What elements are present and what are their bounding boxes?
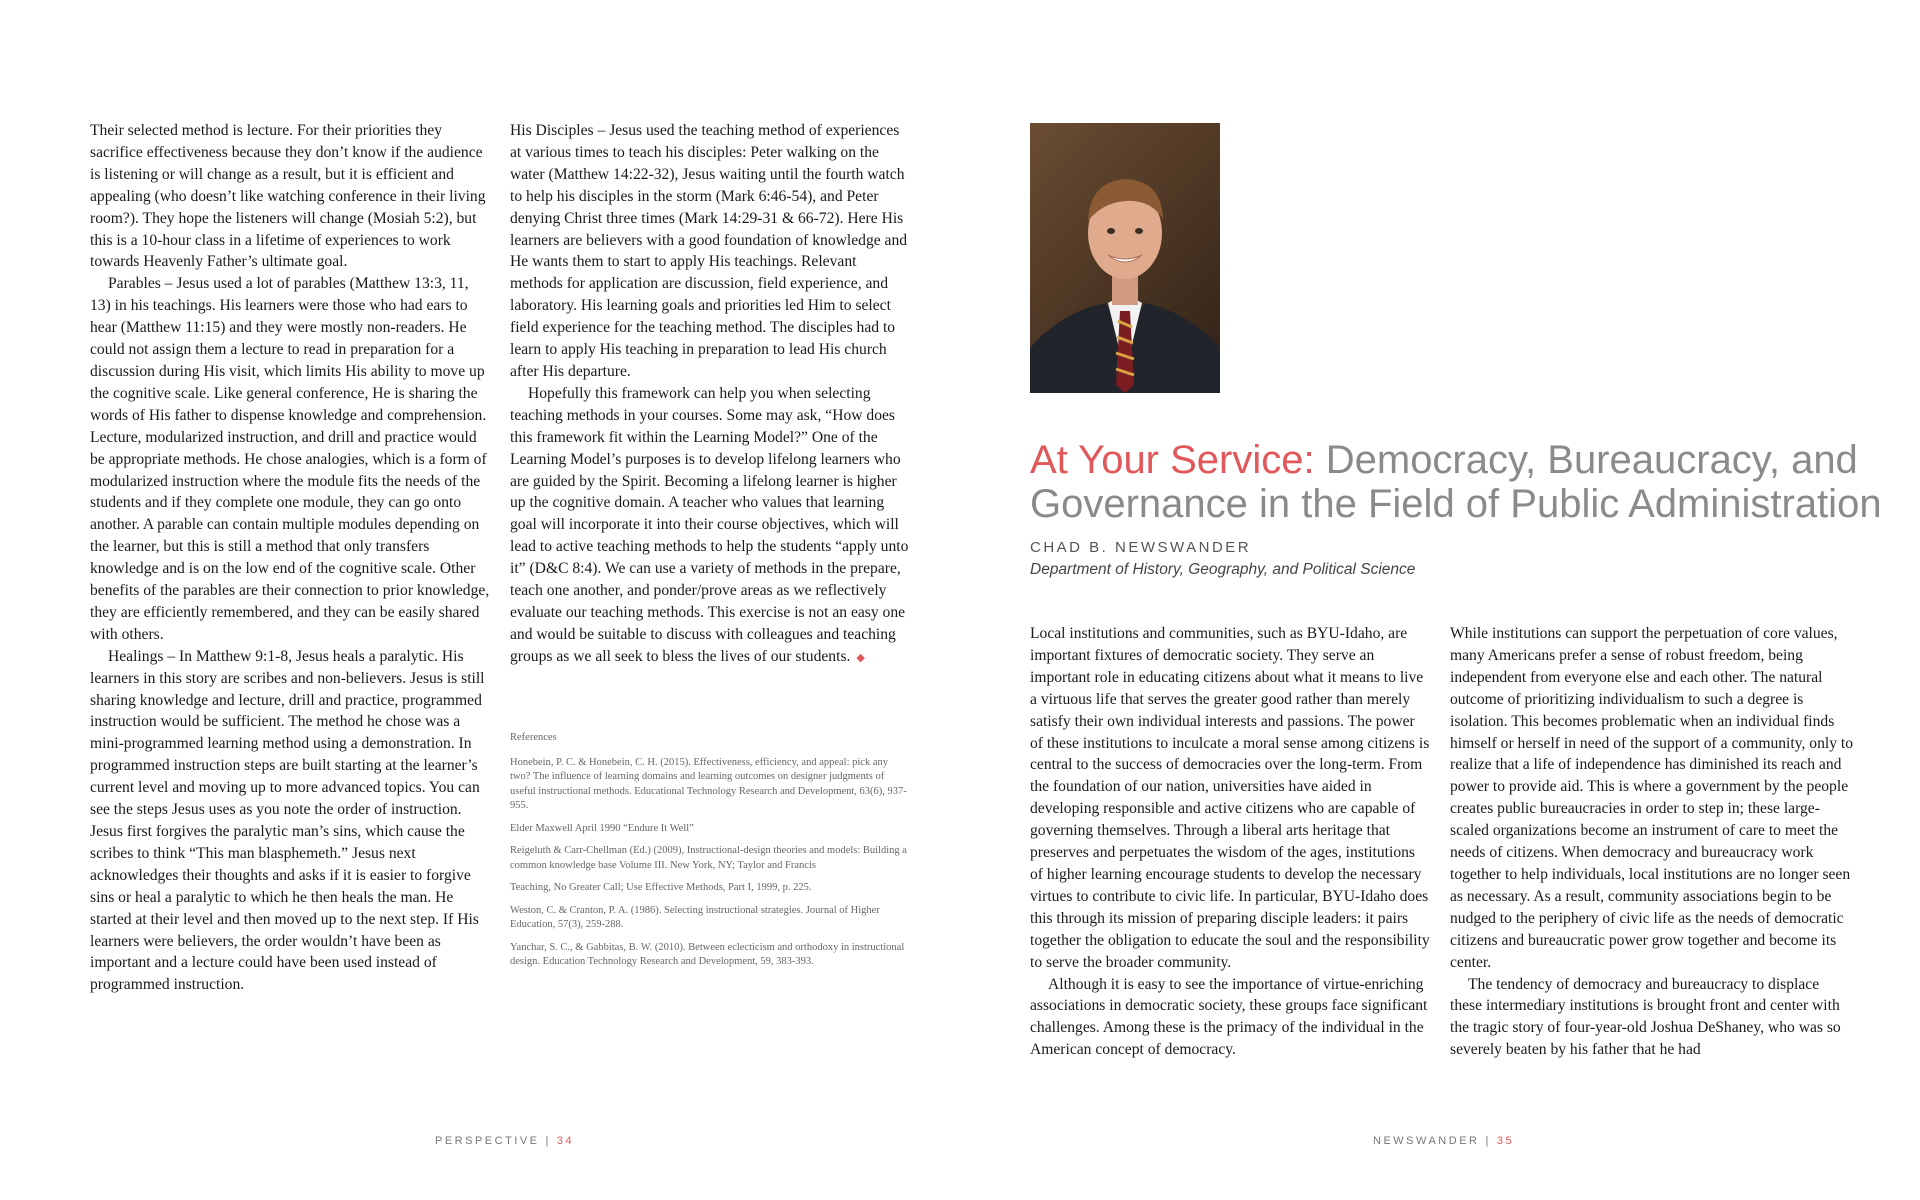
running-head: PERSPECTIVE bbox=[435, 1135, 540, 1147]
references-section bbox=[510, 731, 910, 978]
reference-item: Elder Maxwell April 1990 “Endure It Well” bbox=[510, 822, 694, 834]
article-title-main: Democracy, Bureaucracy, and Governance in the Field of Public Administration bbox=[1030, 438, 1882, 526]
left-page-column-2 bbox=[510, 120, 910, 670]
reference-item: Teaching, No Greater Call; Use Effective Methods, Part I, 1999, p. 225. bbox=[510, 882, 812, 893]
author-name: CHAD B. NEWSWANDER bbox=[1030, 539, 1252, 556]
author-department: Department of History, Geography, and Political Science bbox=[1030, 561, 1416, 578]
reference-item: Yanchar, S. C., & Gabbitas, B. W. (2010). Between eclecticism and orthodoxy in instructional design. Education Technology Research and Development, 59, 383-393. bbox=[510, 941, 905, 967]
references-heading: References bbox=[510, 732, 557, 743]
page-number: 35 bbox=[1496, 1135, 1515, 1147]
right-page-column-2 bbox=[1450, 623, 1855, 1061]
portrait-illustration bbox=[1030, 123, 1220, 393]
paragraph: Local institutions and communities, such as BYU-Idaho, are important fixtures of democratic society. They serve an important role in educating citizens about what it means to live a virtuous life that serves the greater good rather than merely satisfy their own individual interests and passions. The power of these institutions to inculcate a moral sense among citizens is central to the success of democracies over the long-term. From the foundation of our nation, universities have aided in developing responsible and active citizens who are capable of governing themselves. Through a liberal arts heritage that preserves and perpetuates the wisdom of the ages, institutions of higher learning encourage students to develop the necessary virtues to contribute to civic life. In particular, BYU-Idaho does this through its mission of preparing disciple leaders: it pairs together the obligation to educate the soul and the responsibility to serve the broader community. bbox=[1030, 625, 1430, 971]
article-title-accent: At Your Service: bbox=[1030, 438, 1315, 482]
right-page-column-1 bbox=[1030, 623, 1430, 1061]
paragraph: Parables – Jesus used a lot of parables (Matthew 13:3, 11, 13) in his teachings. His learners were those who had ears to hear (Matthew 11:15) and they were mostly non-readers. He could not assign them a lecture to read in preparation for a discussion during His visit, which limits His ability to move up the cognitive scale. Like general conference, He is sharing the words of His father to dispense knowledge and comprehension. Lecture, modularized instruction, and drill and practice would be appropriate methods. He chose analogies, which is a form of modularized instruction where the module fits the needs of the students and if they complete one module, they can go onto another. A parable can contain multiple modules depending on the learner, but this is still a method that only transfers knowledge and is on the low end of the cognitive scale. Other benefits of the parables are their connection to prior knowledge, they are efficiently remembered, and they can be easily shared with others. bbox=[90, 275, 490, 643]
reference-item: Reigeluth & Carr-Chellman (Ed.) (2009), Instructional-design theories and models: Building a common knowledge base Volume III. New York, NY; Taylor and Francis bbox=[510, 845, 907, 871]
paragraph: His Disciples – Jesus used the teaching method of experiences at various times to teach his disciples: Peter walking on the water (Matthew 14:22-32), Jesus waiting until the fourth watch to help his disciples in the storm (Mark 6:46-54), and Peter denying Christ three times (Mark 14:29-31 & 66-72). Here His learners are believers with a good foundation of knowledge and He wants them to start to apply His teachings. Relevant methods for application are discussion, field experience, and laboratory. His learning goals and priorities led Him to select field experience for the teaching method. The disciples had to learn to apply His teaching in preparation to lead His church after His departure. bbox=[510, 122, 908, 380]
paragraph bbox=[510, 383, 910, 670]
page-footer-right bbox=[1373, 1135, 1514, 1147]
folio-separator: | bbox=[1485, 1135, 1491, 1147]
reference-item: Honebein, P. C. & Honebein, C. H. (2015). Effectiveness, efficiency, and appeal: pick any two? The influence of learning domains and learning outcomes on designer judgments of useful instructional methods. Educational Technology Research and Development, 63(6), 937-955. bbox=[510, 756, 907, 811]
paragraph: Healings – In Matthew 9:1-8, Jesus heals a paralytic. His learners in this story are scribes and non-believers. Jesus is still sharing knowledge and lecture, drill and practice, programmed instruction would be sufficient. The method he chose was a mini-programmed learning method using a demonstration. In programmed instruction steps are built starting at the learner’s current level and moving up to more advanced topics. You can see the steps Jesus uses as you note the order of instruction. Jesus first forgives the paralytic man’s sins, which cause the scribes to think “This man blasphemeth.” Jesus next acknowledges their thoughts and asks if it is easier to forgive sins or heal a paralytic to which he then heals the man. He started at their level and then moved up to the next step. If His learners were believers, the order wouldn’t have been as important and a lecture could have been used instead of programmed instruction. bbox=[90, 647, 485, 994]
page-number: 34 bbox=[556, 1135, 575, 1147]
running-head: NEWSWANDER bbox=[1373, 1135, 1480, 1147]
paragraph: While institutions can support the perpetuation of core values, many Americans prefer a sense of robust freedom, being independent from everyone else and each other. The natural outcome of prioritizing individualism to such a degree is isolation. This becomes problematic when an individual finds himself or herself in need of the support of a community, only to realize that a life of independence has diminished its reach and power to provide aid. This is where a government by the people creates public bureaucracies in order to step in; these large-scaled organizations become an instrument of care to meet the needs of citizens. When democracy and bureaucracy work together to help individuals, local institutions are no longer seen as necessary. As a result, community associations begin to be nudged to the periphery of civic life as the needs of democratic citizens and bureaucratic power grow together and become its center. bbox=[1450, 625, 1854, 971]
paragraph: Their selected method is lecture. For their priorities they sacrifice effectiveness because they don’t know if the audience is listening or will change as a result, but it is efficient and appealing (who doesn’t like watching conference in their living room?). They hope the listeners will change (Mosiah 5:2), but this is a 10-hour class in a lifetime of experiences to work towards Heavenly Father’s ultimate goal. bbox=[90, 122, 486, 271]
reference-item: Weston, C. & Cranton, P. A. (1986). Selecting instructional strategies. Journal of Higher Education, 57(3), 259-288. bbox=[510, 904, 880, 930]
page-footer-left bbox=[435, 1135, 574, 1147]
paragraph: Although it is easy to see the importance of virtue-enriching associations in democratic society, these groups face significant challenges. Among these is the primacy of the individual in the American concept of democracy. bbox=[1030, 975, 1428, 1059]
paragraph-text: Hopefully this framework can help you when selecting teaching methods in your courses. Some may ask, “How does this framework fit within the Learning Model?” One of the Learning Model’s purposes is to develop lifelong learners who are guided by the Spirit. Becoming a lifelong learner is higher up the cognitive domain. A teacher who values that learning goal will incorporate it into their course objectives, which will lead to active teaching methods to help the students “apply unto it” (D&C 8:4). We can use a variety of methods in the prepare, teach one another, and ponder/prove areas as we reflectively evaluate our teaching methods. This exercise is not an easy one and would be suitable to discuss with colleagues and teaching groups as we all seek to bless the lives of our students. bbox=[510, 384, 909, 665]
paragraph: The tendency of democracy and bureaucracy to displace these intermediary institutions is brought front and center with the tragic story of four-year-old Joshua DeShaney, who was so severely beaten by his father that he had bbox=[1450, 975, 1841, 1059]
left-page-column-1 bbox=[90, 120, 490, 996]
article-title bbox=[1030, 438, 1890, 526]
end-mark-icon: ◆ bbox=[856, 651, 865, 664]
folio-separator: | bbox=[545, 1135, 551, 1147]
author-portrait bbox=[1030, 123, 1220, 393]
